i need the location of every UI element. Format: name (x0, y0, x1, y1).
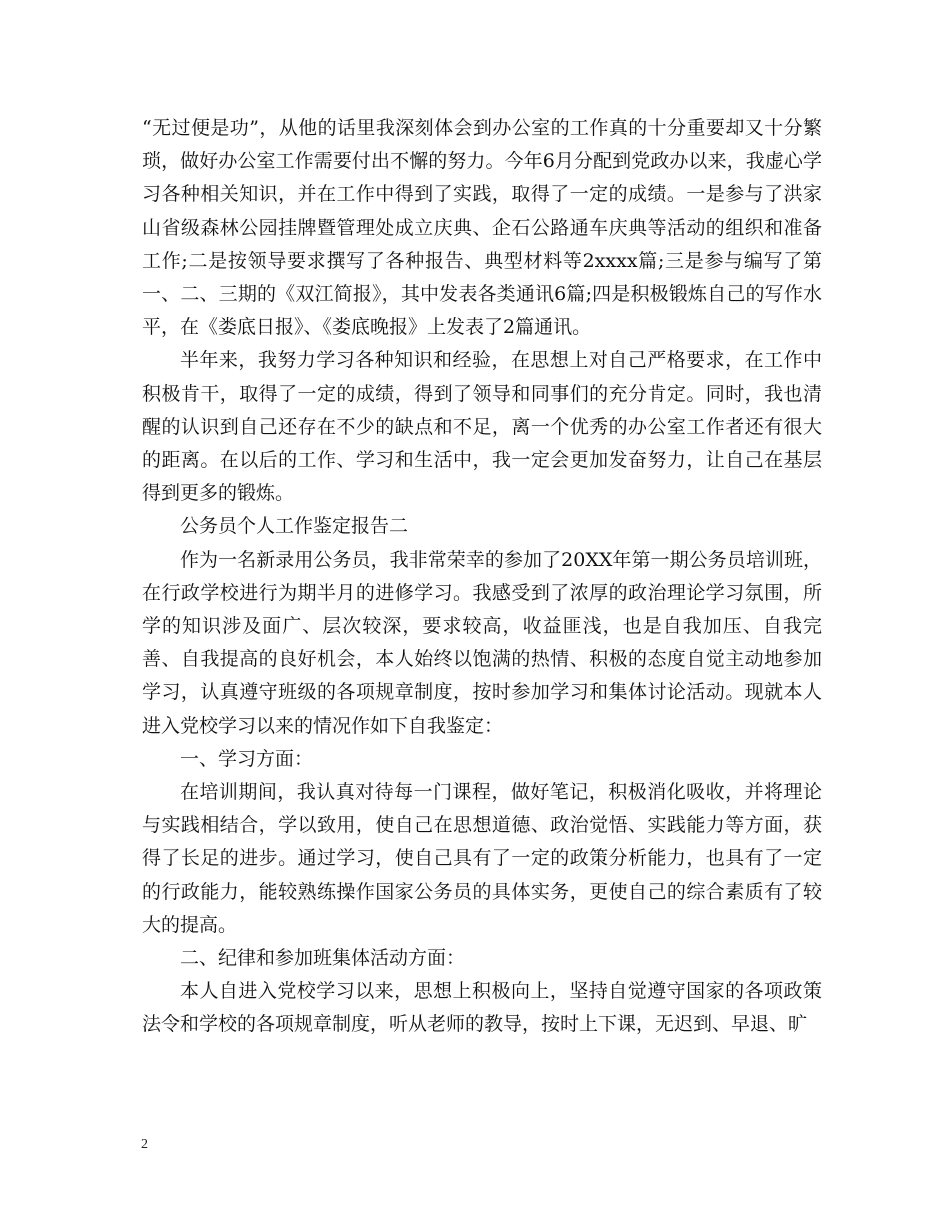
paragraph-discipline-details: 本人自进入党校学习以来，思想上积极向上，坚持自觉遵守国家的各项政策法令和学校的各项规章制度，听从老师的教导，按时上下课，无迟到、早退、旷 (142, 980, 822, 1036)
paragraph-study-details: 在培训期间，我认真对待每一门课程，做好笔记，积极消化吸收，并将理论与实践相结合，学以致用，使自己在思想道德、政治觉悟、实践能力等方面，获得了长足的进步。通过学习，使自己具有了一定的政策分析能力，也具有了一定的行政能力，能较熟练操作国家公务员的具体实务，更使自己的综合素质有了较大的提高。 (142, 781, 822, 936)
heading-study-aspect: 一、学习方面： (180, 747, 314, 770)
paragraph-training-intro: 作为一名新录用公务员，我非常荣幸的参加了20XX年第一期公务员培训班，在行政学校进行为期半月的进修学习。我感受到了浓厚的政治理论学习氛围，所学的知识涉及面广、层次较深，要求较高，收益匪浅，也是自我加压、自我完善、自我提高的良好机会，本人始终以饱满的热情、积极的态度自觉主动地参加学习，认真遵守班级的各项规章制度，按时参加学习和集体讨论活动。现就本人进入党校学习以来的情况作如下自我鉴定： (142, 548, 822, 737)
page-number: 2 (141, 1137, 148, 1152)
paragraph-half-year-summary: 半年来，我努力学习各种知识和经验，在思想上对自己严格要求，在工作中积极肯干，取得了一定的成绩，得到了领导和同事们的充分肯定。同时，我也清醒的认识到自己还存在不少的缺点和不足，离一个优秀的办公室工作者还有很大的距离。在以后的工作、学习和生活中，我一定会更加发奋努力，让自己在基层得到更多的锻炼。 (142, 349, 822, 505)
paragraph-work-achievements: “无过便是功”，从他的话里我深刻体会到办公室的工作真的十分重要却又十分繁琐，做好办公室工作需要付出不懈的努力。今年6月分配到党政办以来，我虚心学习各种相关知识，并在工作中得到了实践，取得了一定的成绩。一是参与了洪家山省级森林公园挂牌暨管理处成立庆典、企石公路通车庆典等活动的组织和准备工作;二是按领导要求撰写了各种报告、典型材料等2xxxx篇;三是参与编写了第一、二、三期的《双江简报》，其中发表各类通讯6篇;四是积极锻炼自己的写作水平，在《娄底日报》、《娄底晚报》上发表了2篇通讯。 (142, 117, 822, 339)
document-body (142, 112, 822, 1042)
heading-discipline-aspect: 二、纪律和参加班集体活动方面： (180, 947, 466, 970)
section-title-report-two: 公务员个人工作鉴定报告二 (180, 515, 409, 538)
